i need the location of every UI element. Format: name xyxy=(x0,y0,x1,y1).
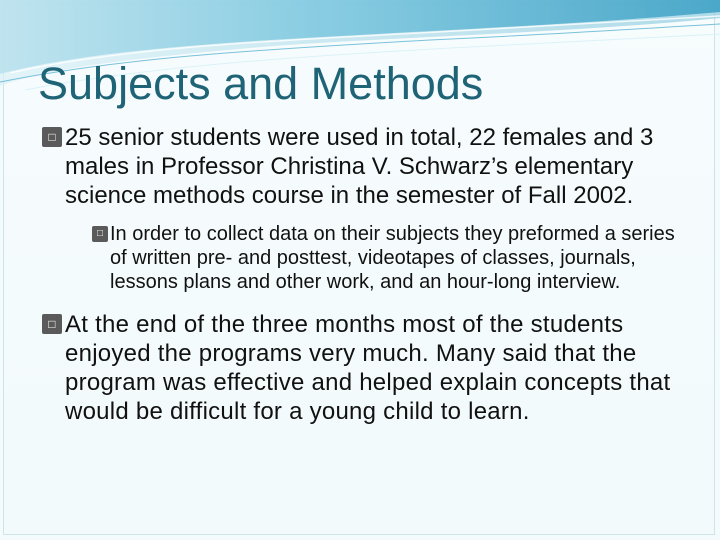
sub-bullet-marker-icon: □ xyxy=(92,226,108,242)
bullet-marker-icon: □ xyxy=(42,127,62,147)
bullet-item-results xyxy=(42,310,682,426)
bullet-marker-icon: □ xyxy=(42,314,62,334)
sub-bullet-item-data-collection xyxy=(92,222,682,294)
bullet-text: At the end of the three months most of the students enjoyed the programs very much. Many said that the program was effective and helped explain concepts that would be difficult for a young child to learn. xyxy=(65,311,671,425)
bullet-text: 25 senior students were used in total, 22 females and 3 males in Professor Christina V. Schwarz’s elementary science methods course in the semester of Fall 2002. xyxy=(65,124,654,209)
bullet-list xyxy=(42,123,682,438)
bullet-item-students xyxy=(42,123,682,210)
sub-bullet-text: In order to collect data on their subjects they preformed a series of written pre- and posttest, videotapes of classes, journals, lessons plans and other work, and an hour-long interview. xyxy=(110,223,675,293)
slide-title: Subjects and Methods xyxy=(38,58,484,109)
